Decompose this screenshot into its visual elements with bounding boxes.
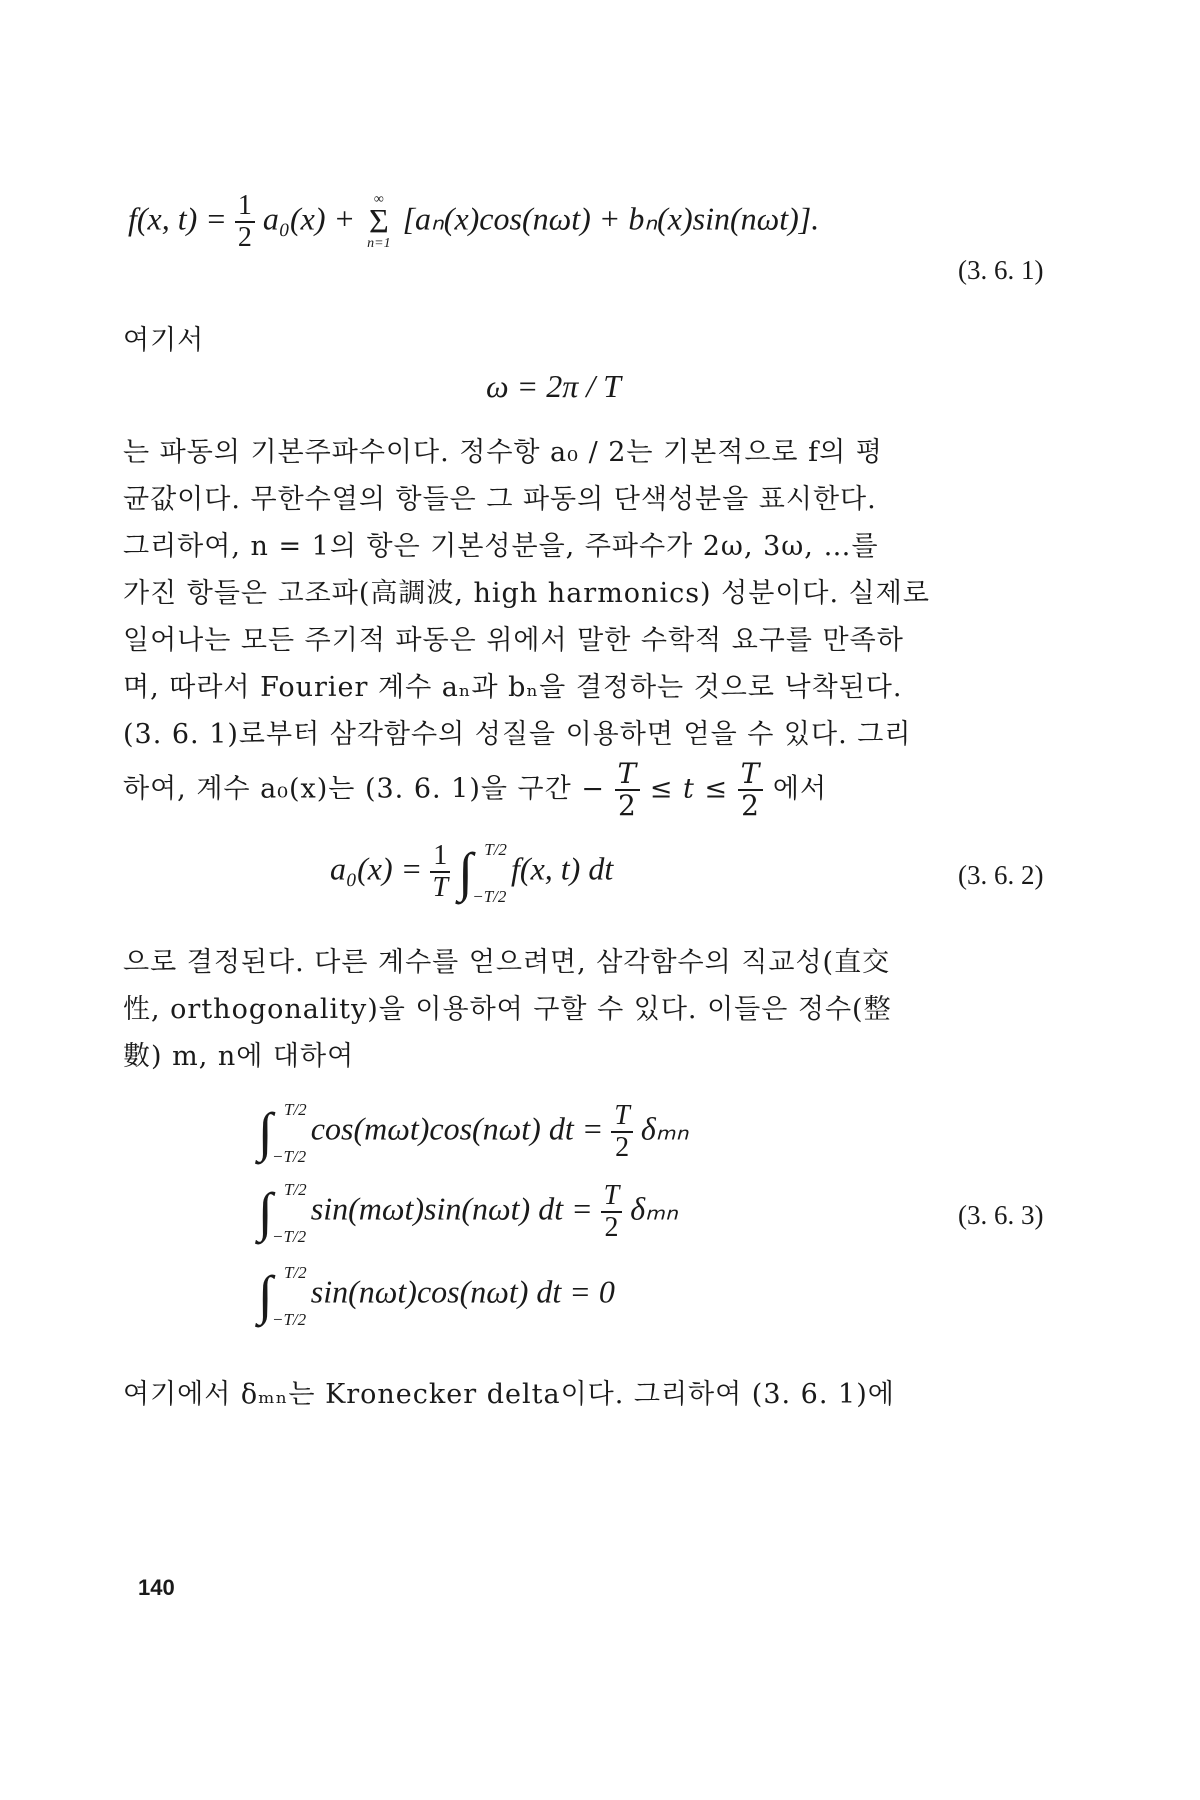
int-upper: T/2 — [284, 1100, 307, 1119]
paragraph-2-line-2: 性, orthogonality)을 이용하여 구할 수 있다. 이들은 정수(整 — [123, 994, 892, 1025]
frac-num: 1 — [430, 842, 450, 873]
equation-3-6-3-line-3 — [258, 1263, 615, 1329]
paragraph-1-line-4: 가진 항들은 고조파(高調波, high harmonics) 성분이다. 실제로 — [123, 578, 930, 609]
interval-frac-left — [615, 757, 641, 822]
eq1-lhs: f(x, t) = — [128, 200, 235, 237]
paragraph-2-line-1: 으로 결정된다. 다른 계수를 얻으려면, 삼각함수의 직교성(直交 — [123, 947, 891, 978]
eq3-line2-fraction — [601, 1182, 623, 1242]
paragraph-1-line-3: 그리하여, n = 1의 항은 기본성분을, 주파수가 2ω, 3ω, …를 — [123, 531, 879, 562]
page-number: 140 — [138, 1575, 175, 1600]
int-lower: −T/2 — [272, 1147, 307, 1166]
int-upper: T/2 — [484, 840, 507, 859]
int-upper: T/2 — [284, 1263, 307, 1282]
sum-lower-limit: n=1 — [367, 236, 391, 251]
closing-line: 여기에서 δₘₙ는 Kronecker delta이다. 그리하여 (3. 6. 1)에 — [123, 1379, 895, 1410]
frac-num: T — [611, 1102, 633, 1133]
eq1-a0-term: a₀(x) + — [262, 200, 364, 237]
int-lower: −T/2 — [272, 1227, 307, 1246]
eq3-line1-body: cos(mωt)cos(nωt) dt = — [310, 1110, 612, 1147]
paragraph-1-line-1: 는 파동의 기본주파수이다. 정수항 a₀ / 2는 기본적으로 f의 평 — [123, 437, 883, 468]
frac-num: T — [601, 1182, 623, 1213]
text-yeogiseo: 여기서 — [123, 325, 205, 356]
integral-icon: ∫ T/2 −T/2 — [258, 1180, 307, 1246]
eq3-line2-body: sin(mωt)sin(nωt) dt = — [310, 1190, 601, 1227]
frac-num: T — [738, 760, 764, 791]
eq3-line3-body: sin(nωt)cos(nωt) dt = 0 — [310, 1273, 615, 1310]
equation-number-3-6-2: (3. 6. 2) — [958, 860, 1044, 890]
sum-upper-limit: ∞ — [373, 192, 384, 207]
equation-3-6-1 — [128, 192, 819, 252]
equation-number-3-6-3: (3. 6. 3) — [958, 1200, 1044, 1230]
frac-den: 2 — [741, 789, 760, 822]
integral-icon: ∫ T/2 −T/2 — [258, 1263, 307, 1329]
frac-den: 2 — [615, 1132, 630, 1163]
omega-equation: ω = 2π / T — [486, 368, 621, 404]
interval-prefix: 하여, 계수 a₀(x)는 (3. 6. 1)을 구간 − — [123, 773, 605, 805]
eq1-rhs: [aₙ(x)cos(nωt) + bₙ(x)sin(nωt)]. — [402, 200, 820, 237]
paragraph-1-line-5: 일어나는 모든 주기적 파동은 위에서 말한 수학적 요구를 만족하 — [123, 625, 904, 656]
equation-3-6-3-line-1 — [258, 1100, 689, 1166]
eq3-line1-delta: δₘₙ — [640, 1110, 689, 1147]
paragraph-1-line-6: 며, 따라서 Fourier 계수 aₙ과 bₙ을 결정하는 것으로 낙착된다. — [123, 672, 903, 703]
int-upper: T/2 — [284, 1180, 307, 1199]
eq1-half-fraction — [235, 192, 255, 252]
int-lower: −T/2 — [272, 1310, 307, 1329]
int-lower: −T/2 — [472, 887, 507, 906]
frac-den: T — [432, 872, 449, 903]
eq2-lhs: a₀(x) = — [330, 850, 431, 887]
eq2-fraction — [430, 842, 450, 902]
equation-number-3-6-1: (3. 6. 1) — [958, 255, 1044, 285]
eq3-line1-fraction — [611, 1102, 633, 1162]
interval-middle: ≤ t ≤ — [649, 773, 738, 805]
paragraph-2-line-3: 數) m, n에 대하여 — [123, 1041, 355, 1072]
eq2-integrand: f(x, t) dt — [511, 850, 614, 887]
integral-icon: ∫ T/2 −T/2 — [258, 1100, 307, 1166]
frac-num: T — [615, 760, 641, 791]
eq1-half-num: 1 — [235, 192, 255, 223]
interval-suffix: 에서 — [772, 773, 828, 805]
integral-icon: ∫ T/2 −T/2 — [458, 840, 507, 906]
frac-den: 2 — [604, 1212, 619, 1243]
equation-3-6-3-line-2 — [258, 1180, 678, 1246]
eq1-half-den: 2 — [237, 222, 252, 253]
eq3-line2-delta: δₘₙ — [630, 1190, 678, 1227]
summation-symbol — [367, 192, 391, 251]
interval-frac-right — [738, 757, 764, 822]
paragraph-1-line-7: (3. 6. 1)로부터 삼각함수의 성질을 이용하면 얻을 수 있다. 그리 — [123, 719, 912, 750]
frac-den: 2 — [617, 789, 637, 822]
interval-line — [123, 757, 828, 822]
equation-3-6-2 — [330, 840, 614, 906]
sigma-icon: Σ — [368, 203, 389, 240]
paragraph-1-line-2: 균값이다. 무한수열의 항들은 그 파동의 단색성분을 표시한다. — [123, 484, 877, 515]
